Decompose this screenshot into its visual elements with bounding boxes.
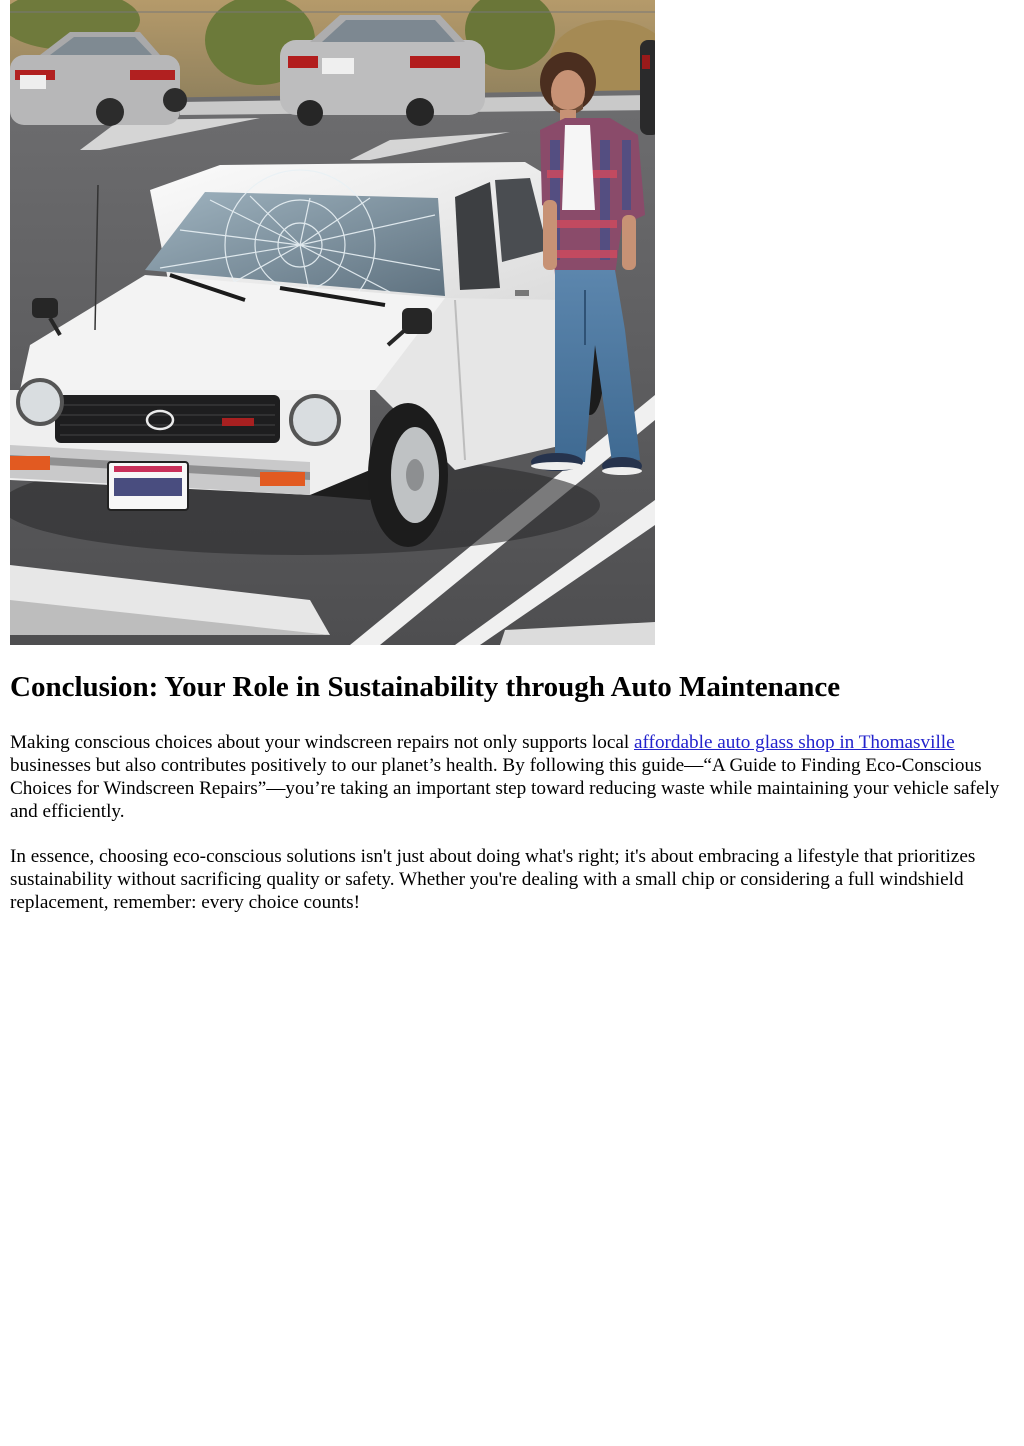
paragraph-2: In essence, choosing eco-conscious solutions isn't just about doing what's right; it's about embracing a lifestyle that prioritizes sustainability without sacrificing quality or safety. Whether you're dealing with a small chip or considering a full windshield replacement, remember: every choice counts!: [10, 846, 976, 913]
paragraph-1: [10, 731, 1014, 823]
article: [10, 0, 1014, 913]
paragraph-1-after-link: businesses but also contributes positively to our planet’s health. By following this guide—“A Guide to Finding Eco-Conscious Choices for Windscreen Repairs”—you’re taking an important step toward reducing waste while maintaining your vehicle safely and efficiently.: [10, 755, 1000, 822]
affordable-auto-glass-link[interactable]: affordable auto glass shop in Thomasville: [634, 732, 955, 753]
page-title: Conclusion: Your Role in Sustainability through Auto Maintenance: [10, 671, 841, 703]
paragraph-1-before-link: Making conscious choices about your windscreen repairs not only supports local: [10, 732, 634, 753]
hero-image: [10, 0, 655, 645]
